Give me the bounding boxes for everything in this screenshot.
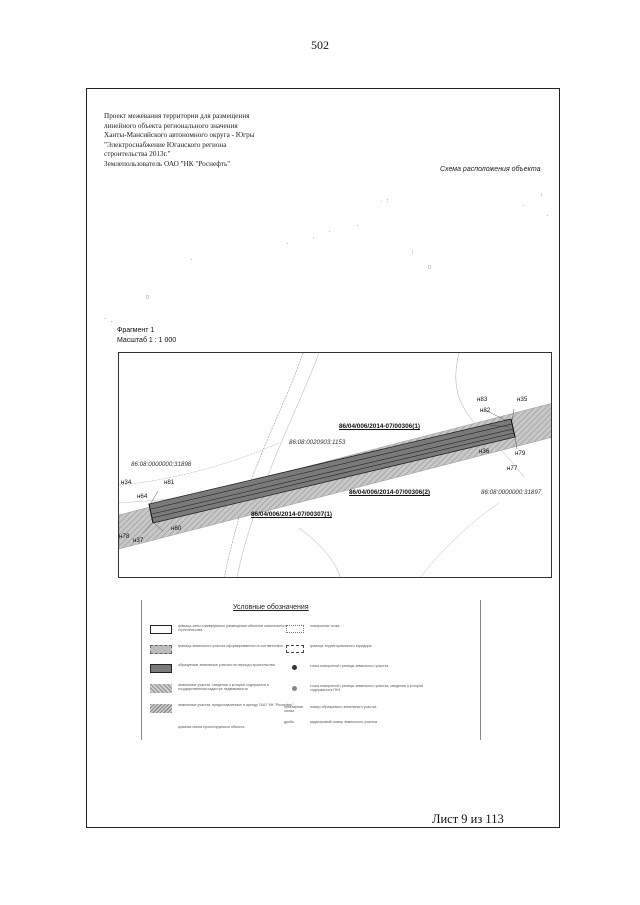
- legend-item: поворотная точка: [310, 624, 340, 628]
- parcel-label: 86/04/006/2014-07/00307(1): [251, 511, 333, 518]
- boundary-line: [224, 353, 303, 578]
- legend-item: граница территориального коридора: [310, 644, 372, 648]
- legend-item: красная линия проектируемого объекта: [178, 725, 245, 729]
- cadastral-ref: 86:08:0000000:31897: [481, 489, 542, 496]
- construction-parcel-symbol: [150, 664, 172, 673]
- sheet-label: Лист 9 из 113: [432, 812, 504, 826]
- point-label: н78: [119, 533, 130, 540]
- point-label: н83: [477, 396, 488, 403]
- parcel-label: 86/04/006/2014-07/00306(2): [349, 489, 431, 496]
- cadastral-ref: 86:08:0000000:31898: [131, 461, 192, 468]
- legend-item: образуемые земельные участки на период строительства: [178, 663, 275, 667]
- formed-parcel-symbol: [150, 645, 172, 654]
- overview-speck: .: [312, 234, 316, 240]
- map-fragment: [118, 352, 552, 578]
- fragment-scale: Масштаб 1 : 1 000: [117, 337, 177, 344]
- parcel-strip: [149, 419, 518, 523]
- header-line: Ханты-Мансийского автономного округа - Югры: [104, 131, 255, 140]
- point-label: н77: [507, 465, 518, 472]
- legend-item: граница земельного участка сформированного в соответствии: [178, 644, 283, 648]
- overview-speck: □: [146, 294, 150, 300]
- legend-symbol-text: пунктирная линия: [284, 705, 303, 714]
- legend-title: Условные обозначения: [233, 604, 309, 611]
- legend-item: номер образуемого земельного участка: [310, 705, 377, 709]
- legend-item: точка поворотной границы земельного участка, сведения о которой содержатся в ГКН: [310, 684, 424, 693]
- legend-item: граница зоны планируемого размещения объектов капитального строительства: [178, 624, 287, 633]
- legend: [141, 600, 481, 740]
- legend-item: земельные участки, предоставленные в аренду ОАО "НК "Роснефть": [178, 703, 294, 707]
- legend-item: кадастровый номер земельного участка: [310, 720, 378, 724]
- point-label: н79: [515, 450, 526, 457]
- fragment-info: [117, 326, 176, 346]
- legend-symbol-text: дробь: [284, 720, 295, 724]
- point-label: н64: [137, 493, 148, 500]
- overview-speck: .: [190, 256, 194, 262]
- overview-speck: .: [522, 202, 526, 208]
- parcel-label: 86/04/006/2014-07/00306(1): [339, 423, 421, 430]
- overview-speck: .: [546, 212, 550, 218]
- cadastre-parcel-symbol: [150, 684, 172, 693]
- red-line-symbol: [286, 625, 304, 633]
- point-label: н36: [479, 448, 490, 455]
- point-label: н81: [164, 479, 175, 486]
- overview-speck: :: [540, 192, 544, 198]
- overview-speck: □: [428, 264, 432, 270]
- cadastral-ref: 86:08:0020903:1153: [289, 439, 346, 446]
- header-line: Землепользователь ОАО "НК "Роснефть": [104, 159, 231, 168]
- zone-boundary-symbol: [150, 625, 172, 634]
- header-line: линейного объекта регионального значения: [104, 121, 238, 130]
- point-label: н37: [133, 537, 144, 544]
- overview-speck: ‾ .: [104, 318, 114, 324]
- corridor-boundary-symbol: [286, 645, 304, 653]
- project-header: [104, 112, 344, 170]
- legend-item: земельные участки, сведения о которых содержатся в государственном кадастре недвижимости: [178, 683, 269, 692]
- point-label: н34: [121, 479, 132, 486]
- page-number: 502: [311, 38, 329, 52]
- point-label: н35: [517, 396, 528, 403]
- overview-speck: · :: [380, 198, 390, 204]
- gkn-point-dot-icon: [292, 686, 297, 691]
- legend-item: точка поворотной границы земельного участка: [310, 664, 389, 668]
- overview-speck: :: [411, 250, 415, 256]
- header-line: строительства 2013г.": [104, 150, 171, 159]
- turn-point-dot-icon: [292, 665, 297, 670]
- overview-speck: .: [356, 222, 360, 228]
- parcel-divider: [151, 424, 512, 509]
- boundary-line: [237, 353, 319, 578]
- header-line: "Электроснабжение Юганского региона: [104, 140, 227, 149]
- header-line: Проект межевания территории для размещения: [104, 112, 250, 120]
- fragment-title: Фрагмент 1: [117, 327, 155, 334]
- overview-speck: .: [286, 240, 290, 246]
- point-label: н82: [480, 407, 491, 414]
- scheme-title: Схема расположения объекта: [440, 166, 541, 173]
- lease-parcel-symbol: [150, 704, 172, 713]
- boundary-line: [419, 503, 499, 578]
- overview-speck: .: [328, 228, 332, 234]
- boundary-line: [299, 528, 341, 578]
- point-label: н60: [171, 525, 182, 532]
